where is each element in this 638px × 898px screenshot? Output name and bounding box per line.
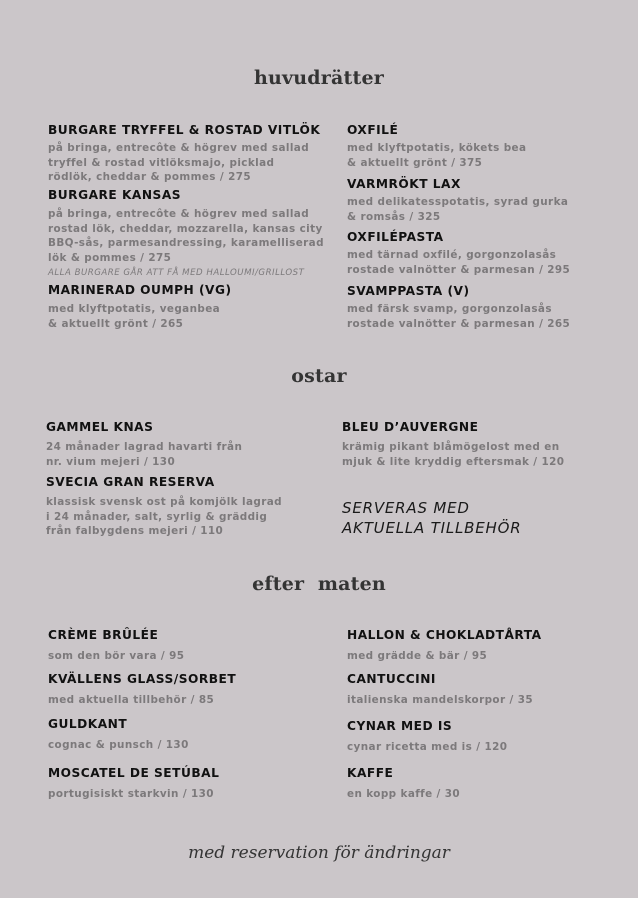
item-desc: från falbygdens mejeri / 110 (46, 525, 224, 538)
item-desc: mjuk & lite kryddig eftersmak / 120 (342, 455, 565, 468)
section-title-ostar: ostar (291, 365, 347, 387)
menu-item (46, 475, 282, 539)
item-desc: en kopp kaffe / 30 (347, 788, 461, 800)
item-desc: rostad lök, cheddar, mozzarella, kansas city (48, 222, 323, 235)
item-desc: 24 månader lagrad havarti från (46, 441, 243, 453)
item-desc: & aktuellt grönt / 265 (48, 317, 184, 330)
item-desc: med aktuella tillbehör / 85 (48, 694, 215, 706)
item-desc: cynar ricetta med is / 120 (347, 741, 508, 753)
item-desc: på bringa, entrecôte & högrev med sallad (48, 208, 310, 220)
menu-item (48, 628, 184, 664)
item-desc: italienska mandelskorpor / 35 (347, 694, 533, 706)
item-desc: BBQ-sås, parmesandressing, karamelliserad (48, 237, 324, 250)
menu-item (347, 284, 570, 331)
item-name: MOSCATEL DE SETÚBAL (48, 766, 220, 780)
section-title-huvudratter: huvudrätter (254, 67, 384, 89)
menu-item (347, 123, 526, 170)
item-name: KVÄLLENS GLASS/SORBET (48, 672, 237, 686)
item-name: VARMRÖKT LAX (347, 177, 461, 191)
item-name: CANTUCCINI (347, 672, 436, 686)
item-desc: med delikatesspotatis, syrad gurka (347, 196, 569, 208)
item-name: BURGARE KANSAS (48, 188, 182, 202)
served-note (342, 498, 521, 538)
item-desc: krämig pikant blåmögelost med en (342, 441, 560, 453)
menu-item (347, 672, 533, 708)
served-line: SERVERAS MED (342, 499, 470, 517)
burger-note: ALLA BURGARE GÅR ATT FÅ MED HALLOUMI/GRILLOST (48, 268, 305, 278)
menu-item (48, 717, 189, 753)
item-desc: lök & pommes / 275 (48, 251, 172, 264)
item-desc: rostade valnötter & parmesan / 295 (347, 263, 571, 276)
item-desc: på bringa, entrecôte & högrev med sallad (48, 142, 310, 154)
item-desc: med grädde & bär / 95 (347, 650, 488, 662)
item-name: SVAMPPASTA (V) (347, 284, 470, 298)
menu-item (48, 283, 232, 331)
item-desc: med färsk svamp, gorgonzolasås (347, 303, 552, 315)
item-name: OXFILÉPASTA (347, 230, 444, 244)
menu-item (48, 766, 219, 802)
item-desc: som den bör vara / 95 (48, 650, 185, 662)
item-name: BURGARE TRYFFEL & ROSTAD VITLÖK (48, 123, 321, 137)
item-name: MARINERAD OUMPH (VG) (48, 283, 232, 297)
menu-item (342, 420, 564, 469)
item-desc: klassisk svensk ost på komjölk lagrad (46, 496, 282, 508)
item-desc: med klyftpotatis, veganbea (48, 303, 221, 315)
served-line: AKTUELLA TILLBEHÖR (342, 519, 522, 537)
item-desc: portugisiskt starkvin / 130 (48, 788, 214, 800)
item-desc: & romsås / 325 (347, 210, 441, 223)
item-desc: cognac & punsch / 130 (48, 739, 189, 751)
menu-item (347, 628, 542, 664)
menu-item (347, 766, 460, 802)
item-desc: med klyftpotatis, kökets bea (347, 142, 527, 154)
section-title-efter-maten: efter maten (252, 573, 386, 595)
menu-item (46, 420, 242, 469)
item-desc: rostade valnötter & parmesan / 265 (347, 317, 571, 330)
item-name: OXFILÉ (347, 123, 399, 137)
item-name: SVECIA GRAN RESERVA (46, 475, 215, 489)
item-name: CRÈME BRÛLÉE (48, 628, 159, 642)
menu-item (347, 177, 568, 224)
menu-item (48, 123, 320, 185)
item-name: BLEU D’AUVERGNE (342, 420, 479, 434)
menu-item (48, 188, 324, 265)
item-name: KAFFE (347, 766, 394, 780)
item-name: CYNAR MED IS (347, 719, 453, 733)
item-desc: nr. vium mejeri / 130 (46, 455, 176, 468)
item-name: HALLON & CHOKLADTÅRTA (347, 628, 542, 642)
item-desc: tryffel & rostad vitlöksmajo, picklad (48, 156, 275, 169)
item-desc: med tärnad oxfilé, gorgonzolasås (347, 249, 557, 261)
item-desc: i 24 månader, salt, syrlig & gräddig (46, 510, 268, 523)
item-name: GAMMEL KNAS (46, 420, 154, 434)
item-desc: rödlök, cheddar & pommes / 275 (48, 171, 251, 184)
item-desc: & aktuellt grönt / 375 (347, 156, 483, 169)
footer-note: med reservation för ändringar (188, 843, 450, 863)
menu-item (48, 672, 236, 708)
menu-item (347, 719, 507, 755)
menu-item (347, 230, 570, 277)
item-name: GULDKANT (48, 717, 128, 731)
